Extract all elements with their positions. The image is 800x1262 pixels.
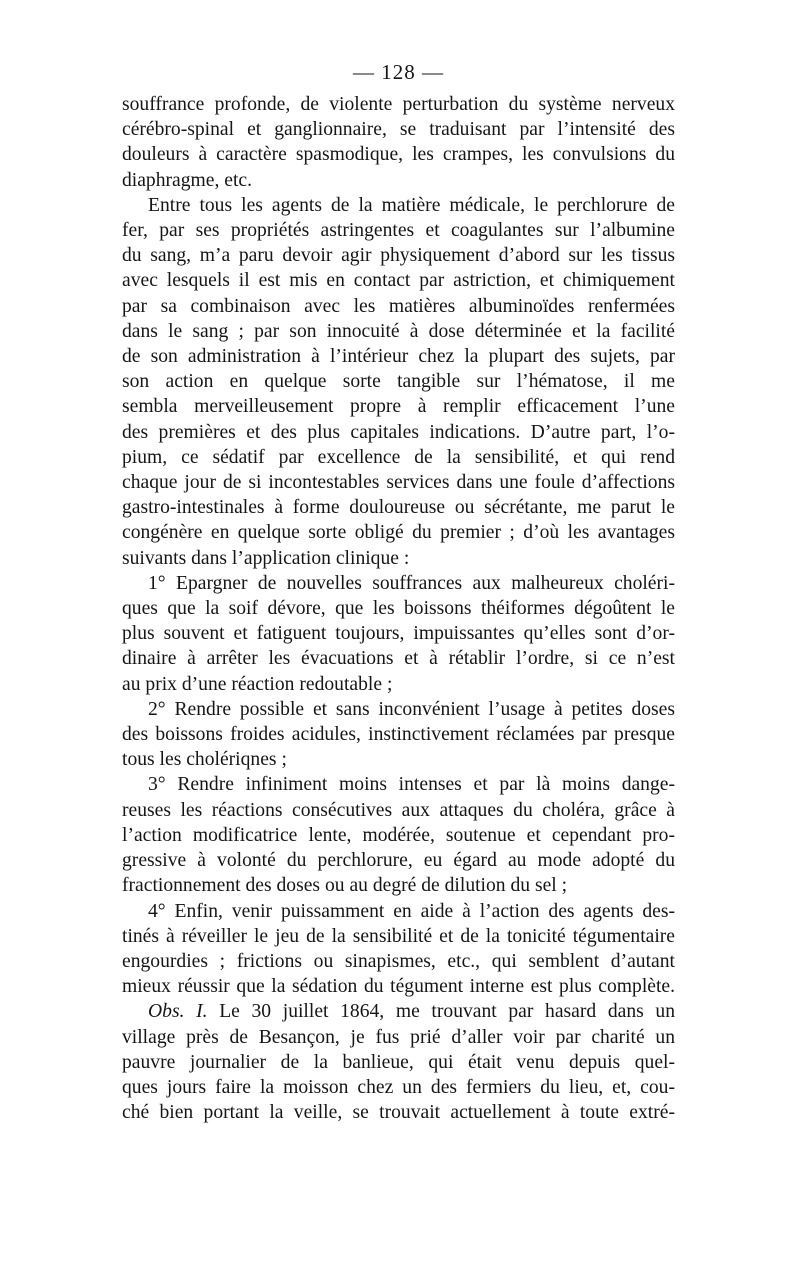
text-line: engourdies ; frictions ou sinapismes, etc., qui semblent d’autant <box>122 950 675 972</box>
text-line: au prix d’une réaction redoutable ; <box>122 673 393 695</box>
text-line: par sa combinaison avec les matières albuminoïdes renfermées <box>122 295 675 317</box>
text-line: 2° Rendre possible et sans inconvénient l’usage à petites doses <box>148 698 675 720</box>
text-line-rest: Le 30 juillet 1864, me trouvant par hasard dans un <box>207 1001 675 1023</box>
text-line: douleurs à caractère spasmodique, les crampes, les convulsions du <box>122 144 675 166</box>
text-line: congénère en quelque sorte obligé du premier ; d’où les avantages <box>122 522 675 544</box>
text-line: l’action modificatrice lente, modérée, soutenue et cependant pro- <box>122 824 675 846</box>
text-line: reuses les réactions consécutives aux attaques du choléra, grâce à <box>122 799 675 821</box>
page-number: — 128 — <box>353 60 444 84</box>
text-line: 4° Enfin, venir puissamment en aide à l’action des agents des- <box>148 900 675 922</box>
text-line: ques jours faire la moisson chez un des fermiers du lieu, et, cou- <box>122 1076 675 1098</box>
text-line: ché bien portant la veille, se trouvait actuellement à toute extré- <box>122 1102 675 1124</box>
text-line: 3° Rendre infiniment moins intenses et par là moins dange- <box>148 774 675 796</box>
text-line: des premières et des plus capitales indications. D’autre part, l’o- <box>122 421 675 443</box>
text-line: plus souvent et fatiguent toujours, impuissantes qu’elles sont d’or- <box>122 623 675 645</box>
text-line: pium, ce sédatif par excellence de la sensibilité, et qui rend <box>122 446 675 468</box>
text-line: tous les cholériqnes ; <box>122 749 287 771</box>
text-line: chaque jour de si incontestables services dans une foule d’affections <box>122 472 675 494</box>
text-line: son action en quelque sorte tangible sur l’hématose, il me <box>122 371 675 393</box>
text-line: souffrance profonde, de violente perturbation du système nerveux <box>122 94 675 115</box>
text-line: ques que la soif dévore, que les boissons théiformes dégoûtent le <box>122 598 675 620</box>
text-line: suivants dans l’application clinique : <box>122 547 410 569</box>
text-line <box>122 999 675 1024</box>
paragraph-4 <box>122 697 675 773</box>
text-line: des boissons froides acidules, instinctivement réclamées par presque <box>122 724 675 746</box>
text-line: gressive à volonté du perchlorure, eu égard au mode adopté du <box>122 850 675 872</box>
text-line: fer, par ses propriétés astringentes et coagulantes sur l’albumine <box>122 220 675 242</box>
text-line: gastro-intestinales à forme douloureuse ou sécrétante, me parut le <box>122 497 675 519</box>
observation-label: Obs. I. <box>148 1001 208 1023</box>
paragraph-5 <box>122 772 675 898</box>
paragraph-3 <box>122 571 675 697</box>
text-line: Entre tous les agents de la matière médicale, le perchlorure de <box>148 194 675 216</box>
text-line: 1° Epargner de nouvelles souffrances aux malheureux choléri- <box>148 572 675 594</box>
paragraph-6 <box>122 899 675 1000</box>
text-line: pauvre journalier de la banlieue, qui était venu depuis quel- <box>122 1051 675 1073</box>
paragraph-1 <box>122 92 675 193</box>
text-line: fractionnement des doses ou au degré de dilution du sel ; <box>122 875 568 897</box>
text-line: mieux réussir que la sédation du tégument interne est plus complète. <box>122 976 675 998</box>
text-line: sembla merveilleusement propre à remplir efficacement l’une <box>122 396 675 418</box>
text-line: du sang, m’a paru devoir agir physiquement d’abord sur les tissus <box>122 245 675 267</box>
paragraph-2 <box>122 193 675 571</box>
text-line: de son administration à l’intérieur chez la plupart des sujets, par <box>122 346 675 368</box>
text-line: cérébro-spinal et ganglionnaire, se traduisant par l’intensité des <box>122 119 675 141</box>
text-line: avec lesquels il est mis en contact par astriction, et chimiquement <box>122 270 675 292</box>
text-line: dinaire à arrêter les évacuations et à rétablir l’ordre, si ce n’est <box>122 648 675 670</box>
book-page <box>122 58 675 1125</box>
paragraph-obs <box>122 999 675 1125</box>
text-line: dans le sang ; par son innocuité à dose déterminée et la facilité <box>122 320 675 342</box>
text-line: village près de Besançon, je fus prié d’aller voir par charité un <box>122 1026 675 1048</box>
text-line: tinés à réveiller le jeu de la sensibilité et de la tonicité tégumentaire <box>122 925 675 947</box>
text-line: diaphragme, etc. <box>122 169 253 191</box>
